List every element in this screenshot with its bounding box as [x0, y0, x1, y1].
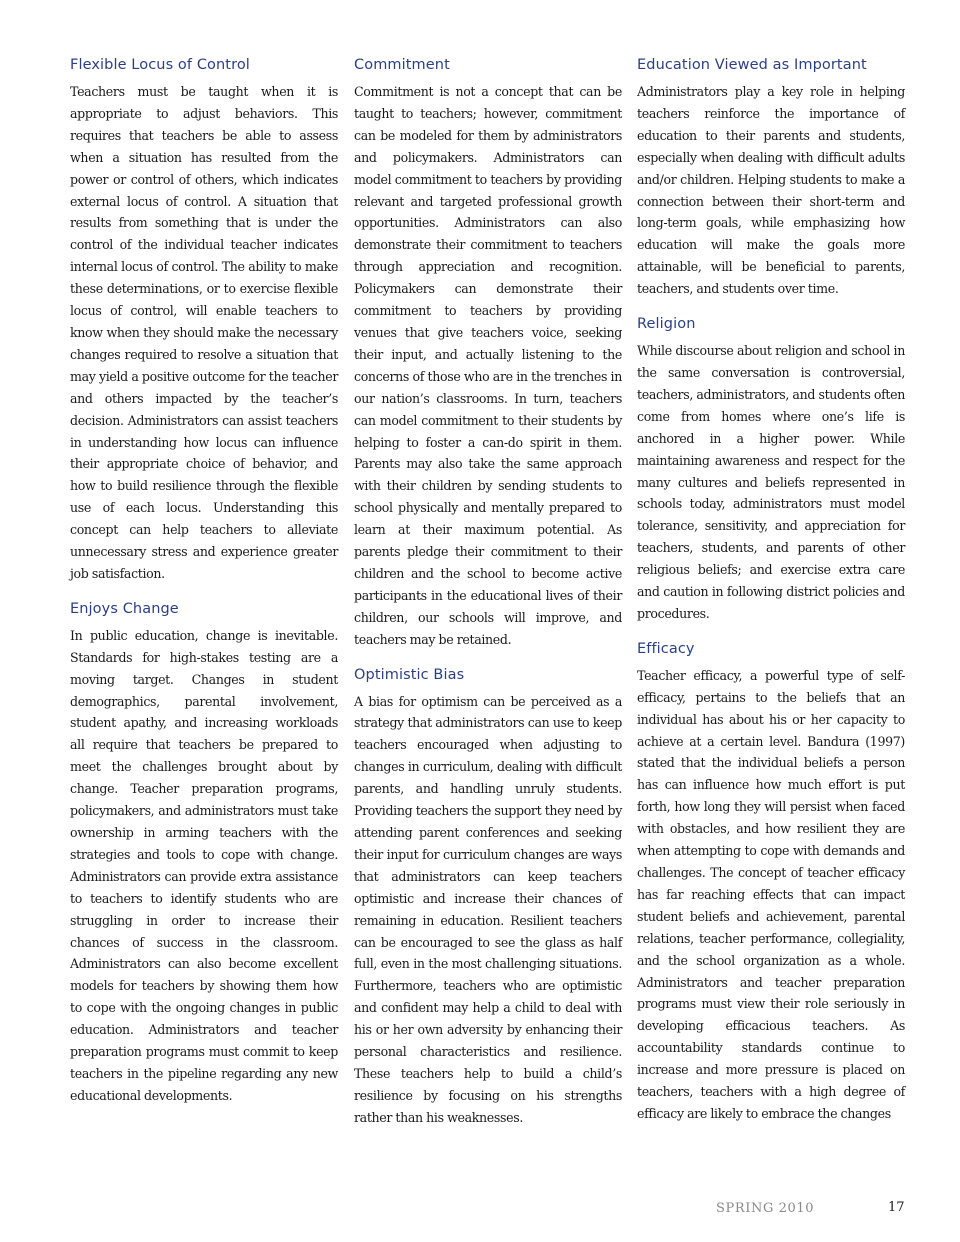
section-heading: Commitment: [354, 57, 450, 73]
section-body: In public education, change is inevitable. Standards for high-stakes testing are a moving target. Changes in student demographics, parental involvement, student apathy, and increasing workloads all require that teachers be prepared to meet the challenges brought about by change. Teacher preparation programs, policymakers, and administrators must take ownership in arming teachers with the strategies and tools to cope with change. Administrators can provide extra assistance to teachers to identify students who are struggling in order to increase their chances of success in the classroom. Administrators can also become excellent models for teachers by showing them how to cope with the ongoing changes in public education. Administrators and teacher preparation programs must commit to keep teachers in the pipeline regarding any new educational developments.: [70, 627, 338, 1103]
section-heading: Optimistic Bias: [354, 666, 465, 683]
section-heading: Enjoys Change: [70, 600, 179, 617]
section-heading: Education Viewed as Important: [637, 57, 867, 73]
section-education-viewed-as-important: [637, 55, 905, 300]
section-efficacy: [637, 639, 905, 1125]
section-body: Administrators play a key role in helping teachers reinforce the importance of education to their parents and students, especially when dealing with difficult adults and/or children. Helping students to make a connection between their short-term and long-term goals, while emphasizing how education will make the goals more attainable, will be beneficial to parents, teachers, and students over time.: [637, 84, 905, 297]
section-religion: [637, 314, 905, 625]
page-number: 17: [888, 1200, 905, 1215]
section-flexible-locus-of-control: [70, 55, 338, 585]
column-1: [70, 55, 338, 1121]
column-3: [637, 55, 905, 1139]
section-body: While discourse about religion and school in the same conversation is controversial, teachers, administrators, and students often come from homes where one’s life is anchored in a higher power. While maintaining awareness and respect for the many cultures and beliefs represented in schools today, administrators must model tolerance, sensitivity, and appreciation for teachers, students, and parents of other religious beliefs; and exercise extra care and caution in following district policies and procedures.: [637, 343, 905, 621]
section-enjoys-change: [70, 599, 338, 1107]
section-body: Commitment is not a concept that can be taught to teachers; however, commitment can be modeled for them by administrators and policymakers. Administrators can model commitment to teachers by providing relevant and targeted professional growth opportunities. Administrators can also demonstrate their commitment to teachers through appreciation and recognition. Policymakers can demonstrate their commitment to teachers by providing venues that give teachers voice, seeking their input, and actually listening to the concerns of those who are in the trenches in our nation’s classrooms. In turn, teachers can model commitment to their students by helping to foster a can-do spirit in them. Parents may also take the same approach with their children by sending students to school physically and mentally prepared to learn at their maximum potential. As parents pledge their commitment to their children and the school to become active participants in the educational lives of their children, our schools will improve, and teachers may be retained.: [354, 84, 622, 647]
section-heading: Flexible Locus of Control: [70, 57, 250, 73]
section-body: A bias for optimism can be perceived as a strategy that administrators can use to keep teachers encouraged when adjusting to changes in curriculum, dealing with difficult parents, and handling unruly students. Providing teachers the support they need by attending parent conferences and seeking their input for curriculum changes are ways that administrators can keep teachers optimistic and increase their chances of remaining in education. Resilient teachers can be encouraged to see the glass as half full, even in the most challenging situations. Furthermore, teachers who are optimistic and confident may help a child to deal with his or her own adversity by enhancing their personal characteristics and resilience. These teachers help to build a child’s resilience by focusing on his strengths rather than his weaknesses.: [354, 693, 622, 1125]
section-body: Teacher efficacy, a powerful type of self-efficacy, pertains to the beliefs that an individual has about his or her capacity to achieve at a certain level. Bandura (1997) stated that the individual beliefs a person has can influence how much effort is put forth, how long they will persist when faced with obstacles, and how resilient they are when attempting to cope with demands and challenges. The concept of teacher efficacy has far reaching effects that can impact student beliefs and achievement, parental relations, teacher performance, collegiality, and the school organization as a whole. Administrators and teacher preparation programs must view their role seriously in developing efficacious teachers. As accountability standards continue to increase and more pressure is placed on teachers, teachers with a high degree of efficacy are likely to embrace the changes: [637, 667, 905, 1121]
section-optimistic-bias: [354, 665, 622, 1129]
section-heading: Religion: [637, 316, 696, 333]
column-2: [354, 55, 622, 1143]
section-heading: Efficacy: [637, 640, 695, 657]
section-commitment: [354, 55, 622, 651]
issue-label: SPRING 2010: [716, 1201, 815, 1216]
section-body: Teachers must be taught when it is appropriate to adjust behaviors. This requires that teachers be able to assess when a situation has resulted from the power or control of others, which indicates external locus of control. A situation that results from something that is under the control of the individual teacher indicates internal locus of control. The ability to make these determinations, or to exercise flexible locus of control, will enable teachers to know when they should make the necessary changes required to resolve a situation that may yield a positive outcome for the teacher and others impacted by the teacher’s decision. Administrators can assist teachers in understanding how locus can influence their appropriate choice of behavior, and how to build resilience through the flexible use of each locus. Understanding this concept can help teachers to alleviate unnecessary stress and experience greater job satisfaction.: [70, 84, 338, 581]
